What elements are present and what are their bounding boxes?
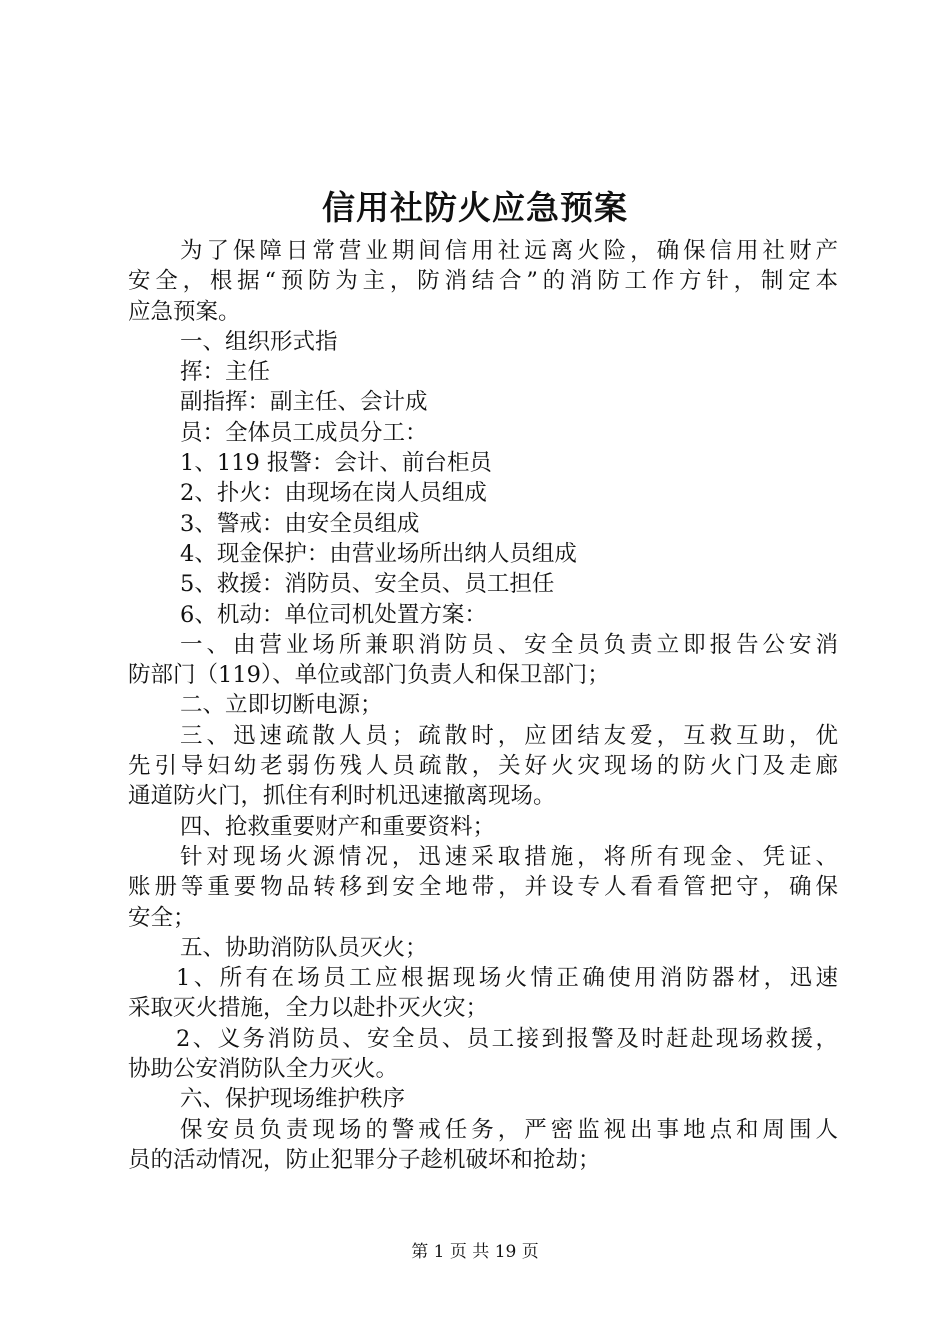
paragraph-line: 安全，根据“预防为主，防消结合”的消防工作方针，制定本	[128, 268, 838, 295]
list-item: 2、扑火：由现场在岗人员组成	[180, 480, 487, 507]
paragraph-line: 员：全体员工成员分工：	[180, 419, 428, 446]
paragraph-line: 员的活动情况，防止犯罪分子趁机破坏和抢劫；	[128, 1146, 601, 1173]
paragraph-line: 采取灭火措施，全力以赴扑灭火灾；	[128, 995, 489, 1022]
section-heading: 六、保护现场维护秩序	[180, 1086, 406, 1113]
paragraph-line: 保安员负责现场的警戒任务，严密监视出事地点和周围人	[180, 1116, 838, 1143]
paragraph-line: 为了保障日常营业期间信用社远离火险，确保信用社财产	[180, 238, 838, 264]
list-item: 6、机动：单位司机处置方案：	[180, 601, 487, 628]
list-item: 1、所有在场员工应根据现场火情正确使用消防器材，迅速	[176, 965, 838, 992]
paragraph-line: 防部门（119）、单位或部门负责人和保卫部门；	[128, 662, 610, 689]
paragraph-line: 挥：主任	[180, 359, 271, 386]
section-heading: 四、抢救重要财产和重要资料；	[180, 813, 496, 840]
paragraph-line: 账册等重要物品转移到安全地带，并设专人看看管把守，确保	[128, 874, 838, 901]
paragraph-line: 通道防火门，抓住有利时机迅速撤离现场。	[128, 783, 556, 810]
paragraph-line: 一、由营业场所兼职消防员、安全员负责立即报告公安消	[180, 631, 838, 658]
paragraph-line: 应急预案。	[128, 298, 241, 325]
paragraph-line: 协助公安消防队全力灭火。	[128, 1056, 399, 1083]
document-body	[128, 236, 838, 1175]
paragraph-line: 针对现场火源情况，迅速采取措施，将所有现金、凭证、	[180, 843, 838, 870]
section-heading: 五、协助消防队员灭火；	[180, 934, 428, 961]
paragraph-line: 安全；	[128, 904, 196, 931]
list-item: 4、现金保护：由营业场所出纳人员组成	[180, 540, 577, 567]
list-item: 1、119 报警：会计、前台柜员	[180, 450, 492, 477]
section-heading: 二、立即切断电源；	[180, 692, 383, 719]
document-title: 信用社防火应急预案	[322, 188, 628, 227]
section-heading: 一、组织形式指	[180, 328, 338, 355]
paragraph-line: 先引导妇幼老弱伤残人员疏散，关好火灾现场的防火门及走廊	[128, 753, 838, 780]
list-item: 2、义务消防员、安全员、员工接到报警及时赶赴现场救援，	[176, 1025, 838, 1052]
paragraph-line: 三、迅速疏散人员；疏散时，应团结友爱，互救互助，优	[180, 722, 838, 749]
page-footer: 第 1 页 共 19 页	[411, 1242, 539, 1262]
list-item: 5、救援：消防员、安全员、员工担任	[180, 571, 555, 598]
list-item: 3、警戒：由安全员组成	[180, 510, 420, 537]
paragraph-line: 副指挥：副主任、会计成	[180, 389, 428, 416]
